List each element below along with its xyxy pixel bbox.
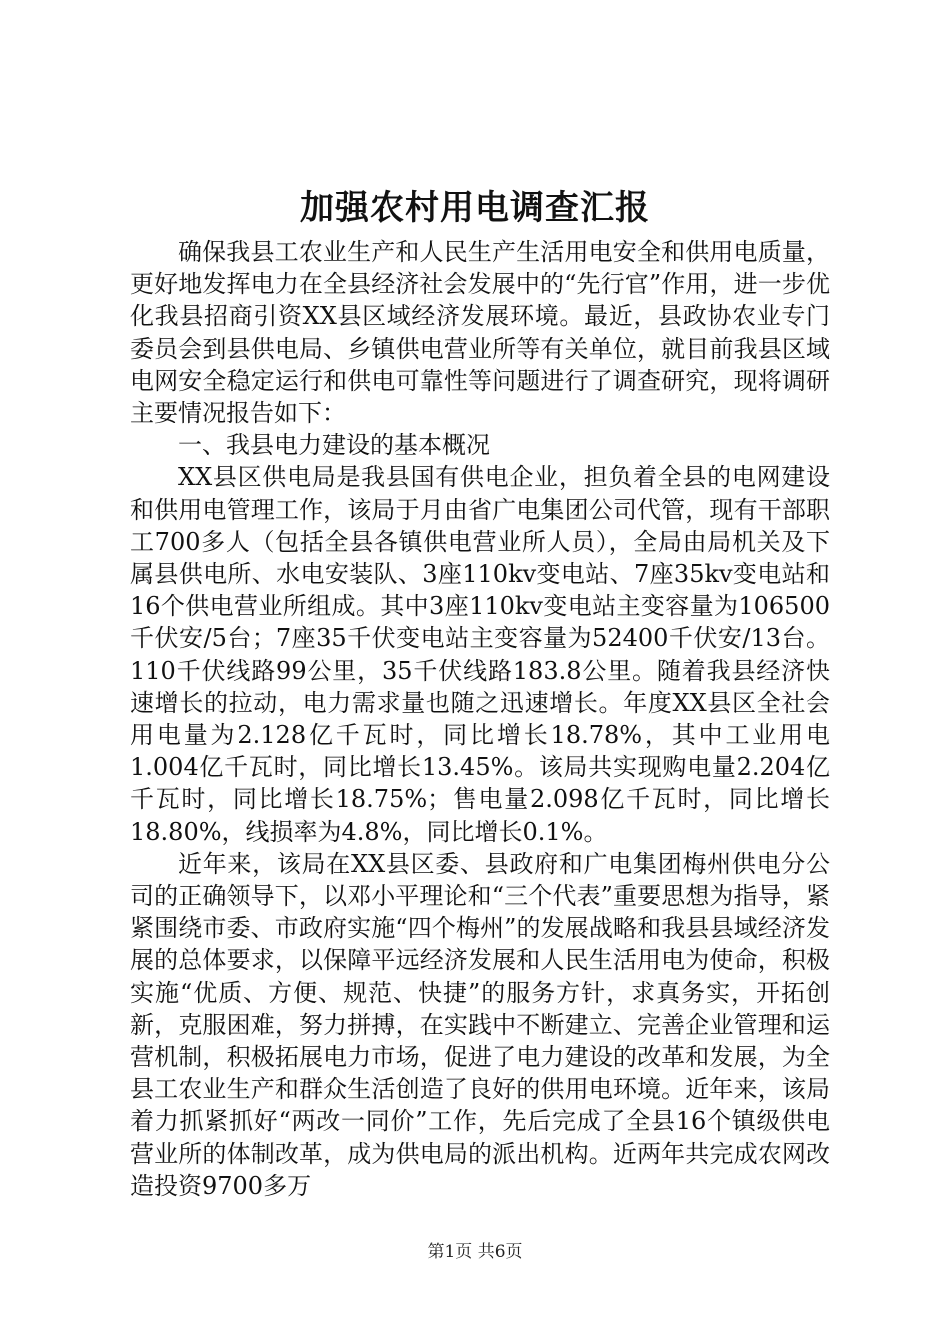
intro-paragraph: 确保我县工农业生产和人民生产生活用电安全和供用电质量，更好地发挥电力在全县经济社会发展中的“先行官”作用，进一步优化我县招商引资XX县区域经济发展环境。最近，县政协农业专门委员会到县供电局、乡镇供电营业所等有关单位，就目前我县区域电网安全稳定运行和供电可靠性等问题进行了调查研究，现将调研主要情况报告如下： bbox=[130, 238, 830, 428]
recent-years-paragraph: 近年来，该局在XX县区委、县政府和广电集团梅州供电分公司的正确领导下，以邓小平理论和“三个代表”重要思想为指导，紧紧围绕市委、市政府实施“四个梅州”的发展战略和我县县域经济发展的总体要求，以保障平远经济发展和人民生活用电为使命，积极实施“优质、方便、规范、快捷”的服务方针，求真务实，开拓创新，克服困难，努力拼搏，在实践中不断建立、完善企业管理和运营机制，积极拓展电力市场，促进了电力建设的改革和发展，为全县工农业生产和群众生活创造了良好的供用电环境。近年来，该局着力抓紧抓好“两改一同价”工作，先后完成了全县16个镇级供电营业所的体制改革，成为供电局的派出机构。近两年共完成农网改造投资9700多万 bbox=[130, 849, 830, 1200]
overview-paragraph: XX县区供电局是我县国有供电企业，担负着全县的电网建设和供用电管理工作，该局于月由省广电集团公司代管，现有干部职工700多人（包括全县各镇供电营业所人员），全局由局机关及下属县供电所、水电安装队、3座110kv变电站、7座35kv变电站和16个供电营业所组成。其中3座110kv变电站主变容量为106500千伏安/5台；7座35千伏变电站主变容量为52400千伏安/13台。110千伏线路99公里，35千伏线路183.8公里。随着我县经济快速增长的拉动，电力需求量也随之迅速增长。年度XX县区全社会用电量为2.128亿千瓦时，同比增长18.78%，其中工业用电1.004亿千瓦时，同比增长13.45%。该局共实现购电量2.204亿千瓦时，同比增长18.75%；售电量2.098亿千瓦时，同比增长18.80%，线损率为4.8%，同比增长0.1%。 bbox=[130, 463, 830, 846]
section-heading: 一、我县电力建设的基本概况 bbox=[178, 431, 490, 460]
document-title: 加强农村用电调查汇报 bbox=[300, 188, 650, 228]
document-body bbox=[130, 236, 830, 1202]
page-number-footer: 第1页 共6页 bbox=[427, 1242, 523, 1262]
